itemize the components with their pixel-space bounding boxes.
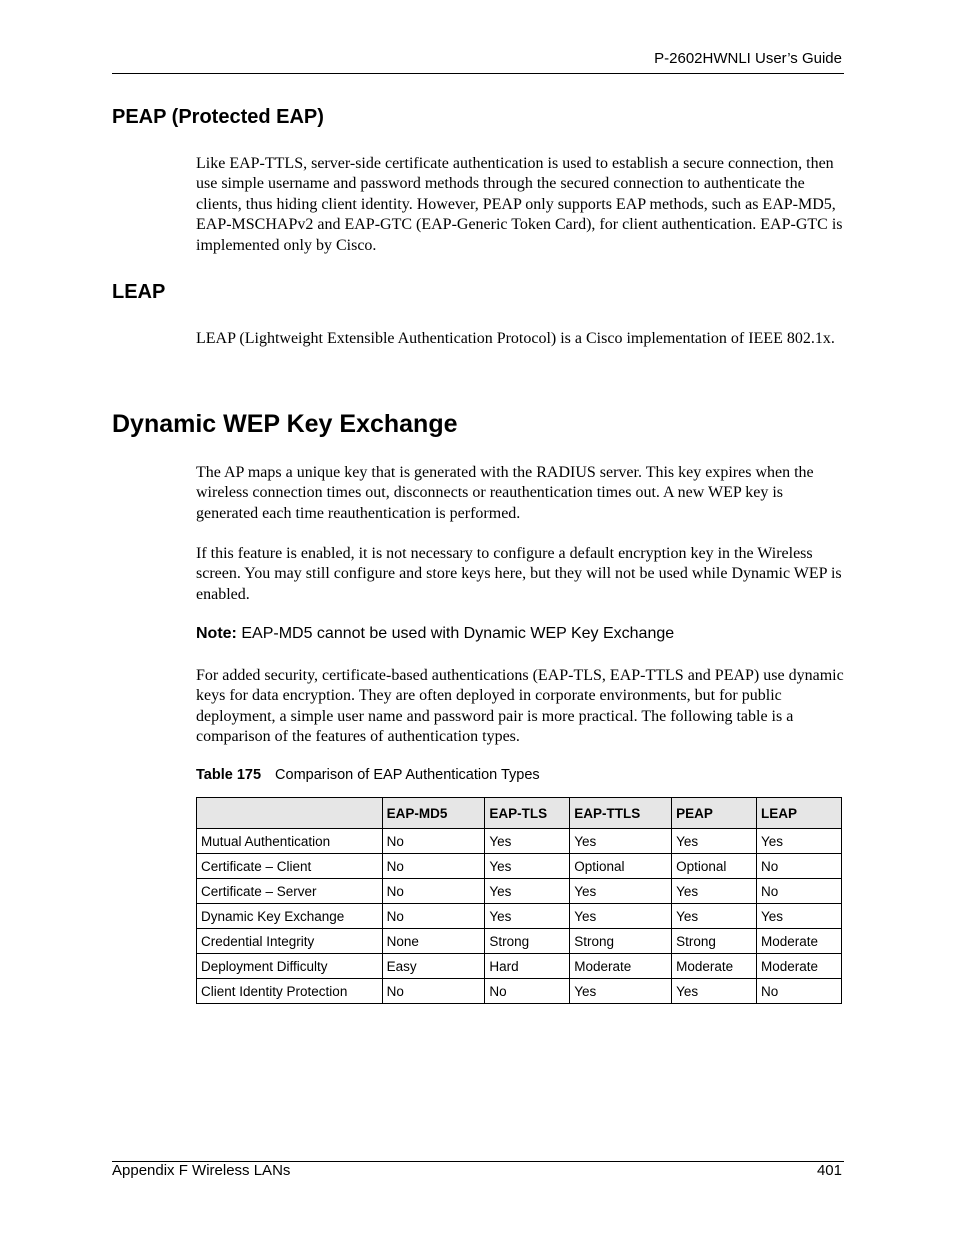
table-caption-text: Comparison of EAP Authentication Types bbox=[275, 767, 540, 783]
table-row bbox=[197, 879, 842, 904]
leap-heading: LEAP bbox=[112, 281, 166, 303]
header-rule bbox=[112, 73, 844, 74]
table-cell: Yes bbox=[757, 829, 842, 854]
table-cell: Yes bbox=[570, 979, 672, 1004]
table-cell: Strong bbox=[672, 929, 757, 954]
table-cell: Mutual Authentication bbox=[197, 829, 383, 854]
table-cell: Moderate bbox=[757, 954, 842, 979]
table-cell: Yes bbox=[570, 904, 672, 929]
table-cell: None bbox=[382, 929, 485, 954]
footer-section-name: Appendix F Wireless LANs bbox=[112, 1162, 291, 1179]
table-cell: Yes bbox=[672, 879, 757, 904]
table-cell: Yes bbox=[485, 904, 570, 929]
table-cell: Optional bbox=[570, 854, 672, 879]
table-cell: No bbox=[757, 979, 842, 1004]
table-row bbox=[197, 929, 842, 954]
table-cell: No bbox=[382, 904, 485, 929]
table-cell: No bbox=[485, 979, 570, 1004]
page-number: 401 bbox=[816, 1162, 842, 1179]
table-row bbox=[197, 954, 842, 979]
table-caption bbox=[196, 767, 540, 783]
dynamic-wep-heading: Dynamic WEP Key Exchange bbox=[112, 410, 458, 438]
table-cell: Deployment Difficulty bbox=[197, 954, 383, 979]
table-cell: Moderate bbox=[757, 929, 842, 954]
table-cell: Moderate bbox=[570, 954, 672, 979]
table-cell: Certificate – Server bbox=[197, 879, 383, 904]
table-cell: Credential Integrity bbox=[197, 929, 383, 954]
table-row bbox=[197, 979, 842, 1004]
table-cell: Easy bbox=[382, 954, 485, 979]
peap-paragraph: Like EAP-TTLS, server-side certificate authentication is used to establish a secure connection, then use simple username and password methods through the secured connection to authenticate the clients, thus hiding client identity. However, PEAP only supports EAP methods, such as EAP-MD5, EAP-MSCHAPv2 and EAP-GTC (EAP-Generic Token Card), for client authentication. EAP-GTC is implemented only by Cisco. bbox=[196, 155, 843, 254]
leap-paragraph: LEAP (Lightweight Extensible Authentication Protocol) is a Cisco implementation of IEEE 802.1x. bbox=[196, 330, 835, 347]
table-cell: Dynamic Key Exchange bbox=[197, 904, 383, 929]
table-caption-label: Table 175 bbox=[196, 767, 262, 783]
table-cell: Yes bbox=[485, 829, 570, 854]
dynamic-wep-paragraph-1: The AP maps a unique key that is generated with the RADIUS server. This key expires when the wireless connection times out, disconnects or reauthentication times out. A new WEP key is generated each time reauthentication is performed. bbox=[196, 464, 814, 522]
dynamic-wep-paragraph-2: If this feature is enabled, it is not necessary to configure a default encryption key in the Wireless screen. You may still configure and store keys here, but they will not be used while Dynamic WEP is enabled. bbox=[196, 545, 842, 603]
table-cell: Moderate bbox=[672, 954, 757, 979]
table-cell: No bbox=[382, 879, 485, 904]
table-cell: Yes bbox=[570, 879, 672, 904]
note-label: Note: bbox=[196, 625, 237, 642]
table-cell: No bbox=[382, 854, 485, 879]
dynamic-wep-paragraph-3: For added security, certificate-based authentications (EAP-TLS, EAP-TTLS and PEAP) use dynamic keys for data encryption. They are often deployed in corporate environments, but for public deployment, a simple user name and password pair is more practical. The following table is a comparison of the features of authentication types. bbox=[196, 667, 844, 746]
table-row bbox=[197, 904, 842, 929]
table-cell: No bbox=[757, 854, 842, 879]
table-cell: No bbox=[382, 979, 485, 1004]
table-cell: No bbox=[382, 829, 485, 854]
header-cell-eap-tls: EAP-TLS bbox=[485, 798, 570, 829]
header-cell bbox=[197, 798, 383, 829]
table-cell: Yes bbox=[672, 979, 757, 1004]
table-cell: Strong bbox=[485, 929, 570, 954]
table-header-row bbox=[197, 798, 842, 829]
table-cell: Optional bbox=[672, 854, 757, 879]
table-cell: Hard bbox=[485, 954, 570, 979]
table-row bbox=[197, 829, 842, 854]
table-cell: Yes bbox=[485, 879, 570, 904]
eap-comparison-table bbox=[196, 797, 842, 1004]
table-cell: Yes bbox=[672, 829, 757, 854]
table-cell: Yes bbox=[485, 854, 570, 879]
note bbox=[196, 625, 674, 643]
table-cell: Yes bbox=[757, 904, 842, 929]
header-cell-peap: PEAP bbox=[672, 798, 757, 829]
table-cell: Strong bbox=[570, 929, 672, 954]
table-cell: Yes bbox=[672, 904, 757, 929]
note-text: EAP-MD5 cannot be used with Dynamic WEP Key Exchange bbox=[241, 625, 675, 642]
guide-title: P-2602HWNLI User’s Guide bbox=[654, 50, 842, 67]
header-cell-leap: LEAP bbox=[757, 798, 842, 829]
table-cell: Yes bbox=[570, 829, 672, 854]
header-cell-eap-ttls: EAP-TTLS bbox=[570, 798, 672, 829]
header-cell-eap-md5: EAP-MD5 bbox=[382, 798, 485, 829]
peap-heading: PEAP (Protected EAP) bbox=[112, 106, 324, 128]
table-cell: Client Identity Protection bbox=[197, 979, 383, 1004]
table-cell: No bbox=[757, 879, 842, 904]
table-row bbox=[197, 854, 842, 879]
table-cell: Certificate – Client bbox=[197, 854, 383, 879]
